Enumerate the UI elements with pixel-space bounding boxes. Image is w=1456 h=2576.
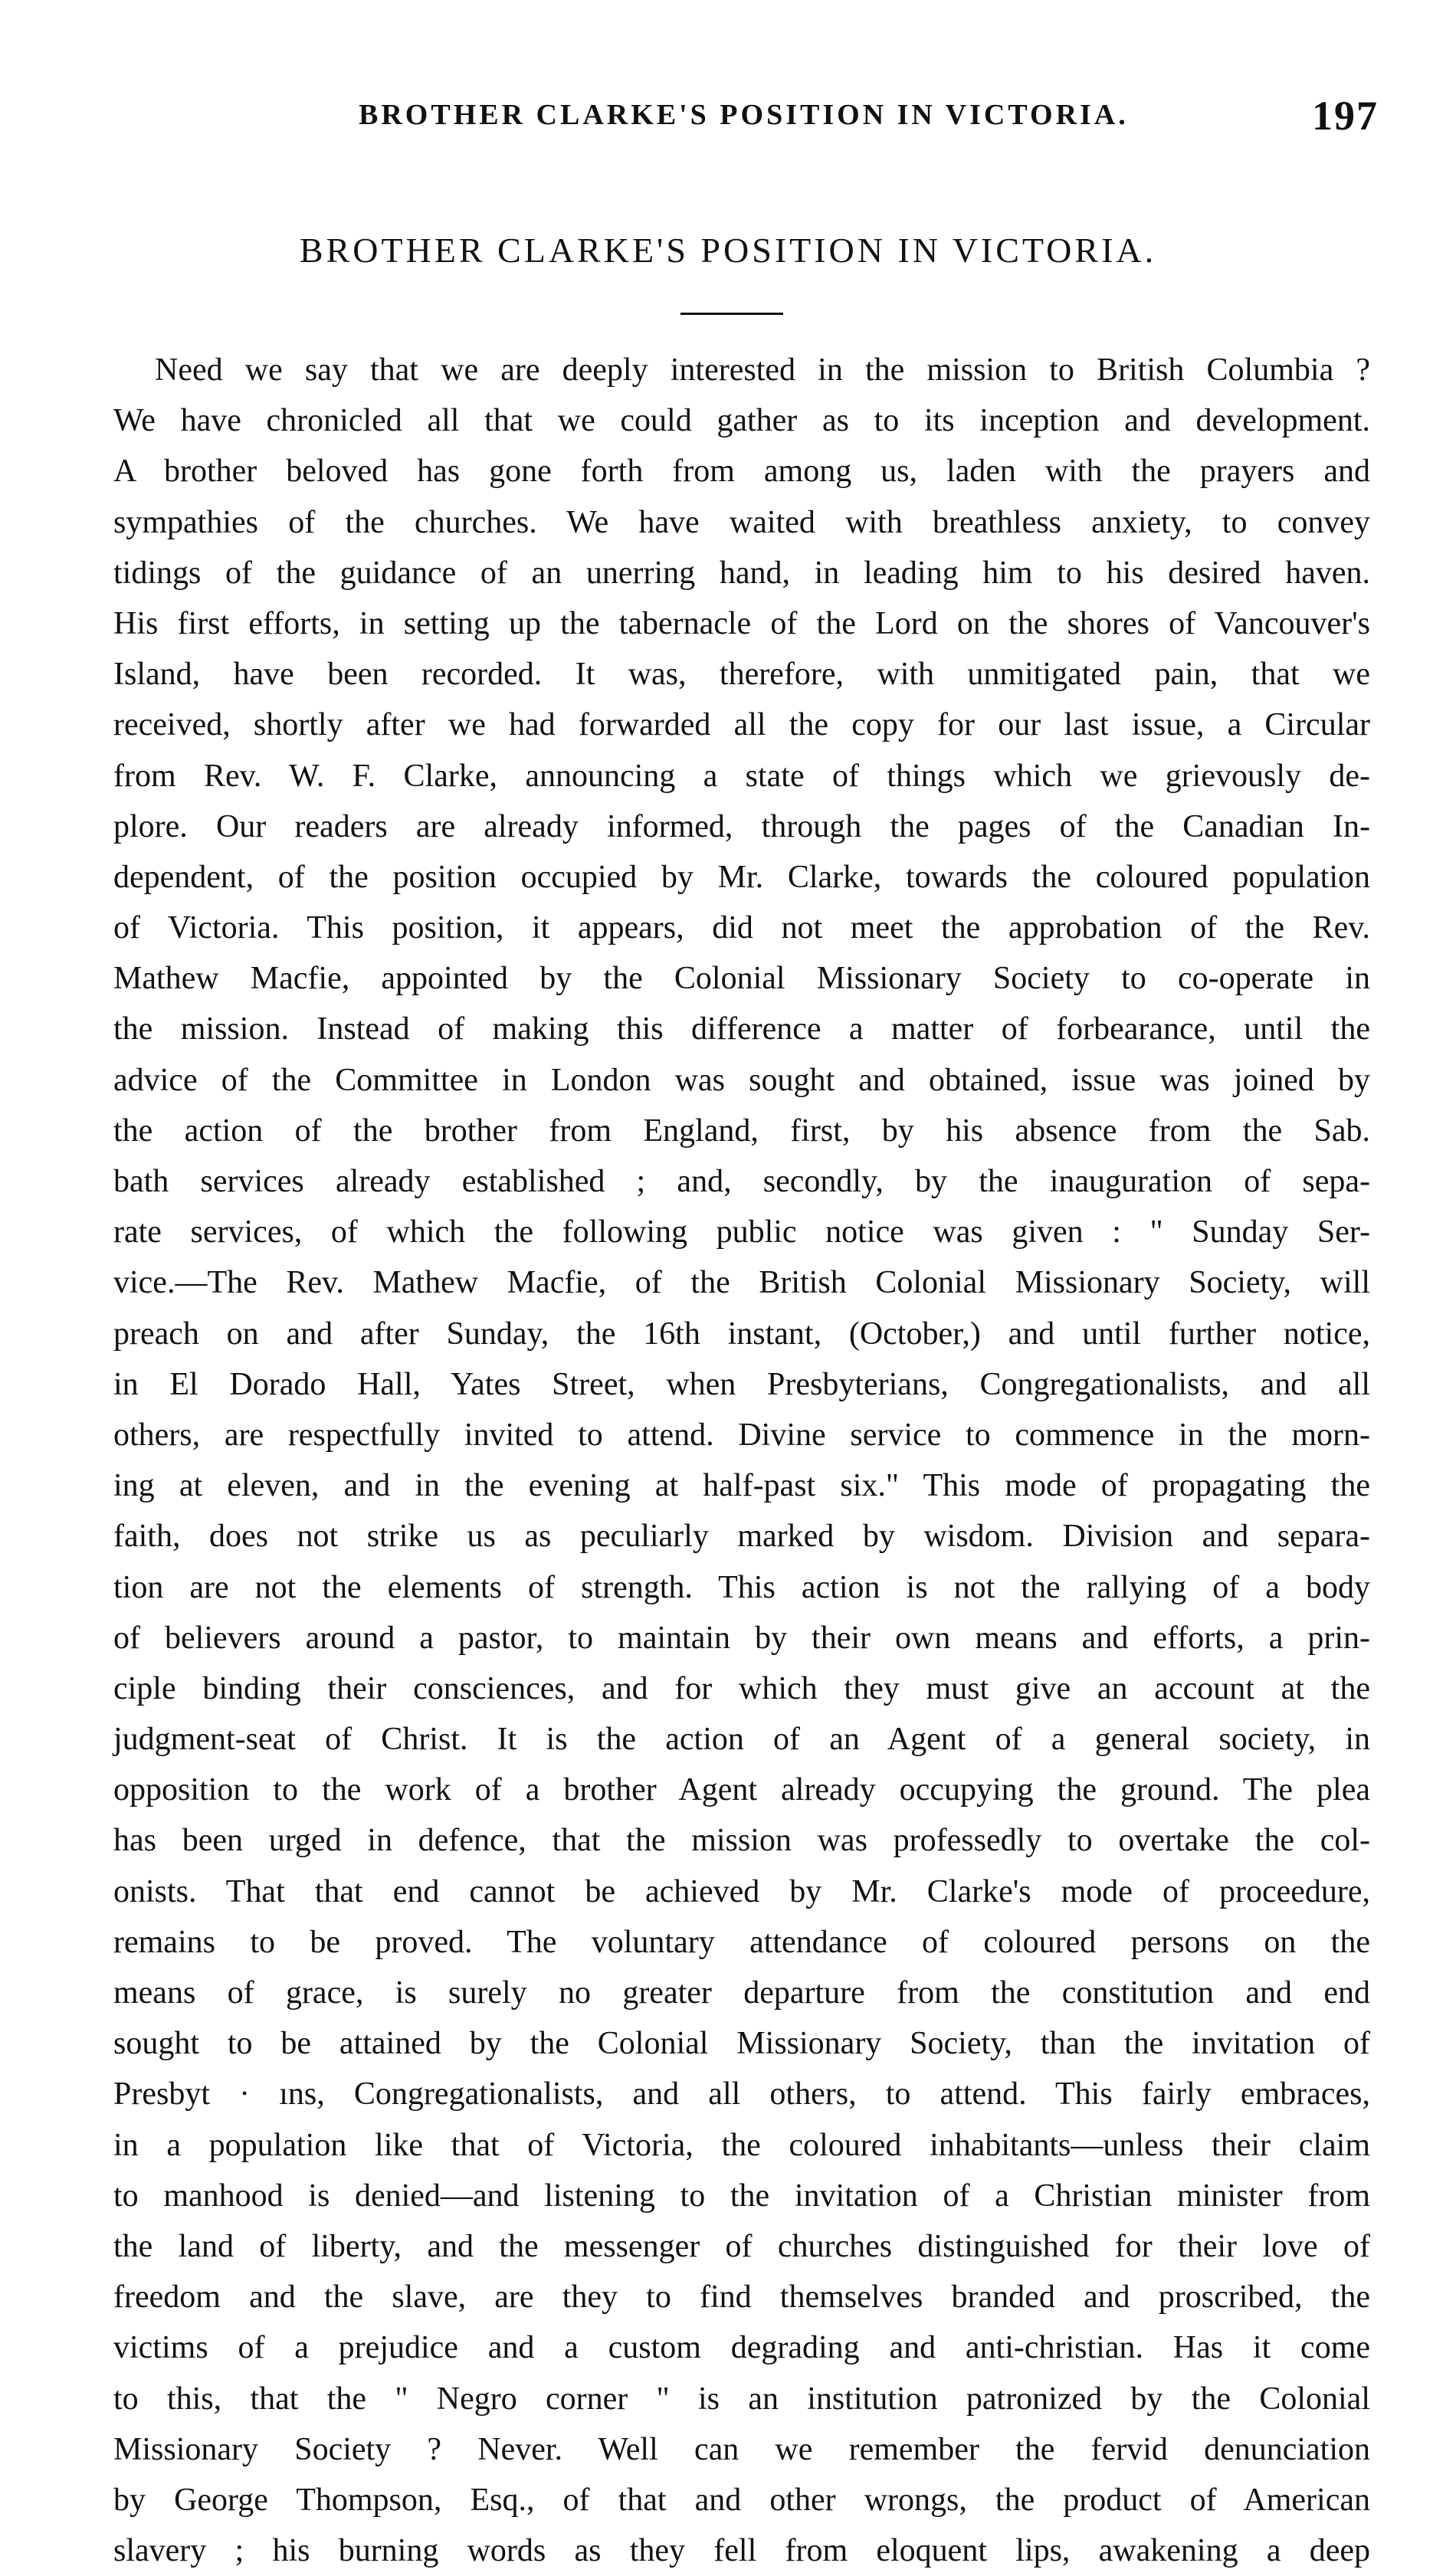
text-line: of believers around a pastor, to maintain by their own means and efforts, a prin-	[113, 1620, 1370, 1656]
text-line: in El Dorado Hall, Yates Street, when Presbyterians, Congregationalists, and all	[113, 1366, 1370, 1402]
text-line: the land of liberty, and the messenger of churches distinguished for their love of	[113, 2228, 1370, 2264]
text-line: dependent, of the position occupied by Mr. Clarke, towards the coloured population	[113, 859, 1370, 895]
text-line: victims of a prejudice and a custom degrading and anti-christian. Has it come	[113, 2330, 1370, 2366]
text-line: opposition to the work of a brother Agent already occupying the ground. The plea	[113, 1772, 1370, 1808]
text-line: from Rev. W. F. Clarke, announcing a state of things which we grievously de-	[113, 758, 1370, 794]
text-line: to manhood is denied—and listening to the invitation of a Christian minister from	[113, 2178, 1370, 2214]
text-line: judgment-seat of Christ. It is the action of an Agent of a general society, in	[113, 1722, 1370, 1758]
text-line: advice of the Committee in London was sought and obtained, issue was joined by	[113, 1062, 1370, 1098]
text-line: has been urged in defence, that the mission was professedly to overtake the col-	[113, 1823, 1370, 1859]
text-line: His first efforts, in setting up the tabernacle of the Lord on the shores of Vancouver's	[113, 605, 1370, 641]
text-line: to this, that the " Negro corner " is an institution patronized by the Colonial	[113, 2381, 1370, 2417]
text-line: faith, does not strike us as peculiarly marked by wisdom. Division and separa-	[113, 1519, 1370, 1555]
text-line: the action of the brother from England, first, by his absence from the Sab.	[113, 1113, 1370, 1149]
text-line: in a population like that of Victoria, the coloured inhabitants—unless their claim	[113, 2127, 1370, 2163]
text-line: preach on and after Sunday, the 16th instant, (October,) and until further notice,	[113, 1316, 1370, 1352]
running-head: BROTHER CLARKE'S POSITION IN VICTORIA.	[359, 99, 1129, 131]
text-line: others, are respectfully invited to attend. Divine service to commence in the morn-	[113, 1417, 1370, 1453]
text-line: tidings of the guidance of an unerring hand, in leading him to his desired haven.	[113, 555, 1370, 591]
text-line: remains to be proved. The voluntary attendance of coloured persons on the	[113, 1924, 1370, 1960]
text-line: sympathies of the churches. We have waited with breathless anxiety, to convey	[113, 504, 1370, 540]
text-line: We have chronicled all that we could gather as to its inception and development.	[113, 403, 1370, 439]
text-line: Missionary Society ? Never. Well can we remember the fervid denunciation	[113, 2431, 1370, 2467]
text-line: Need we say that we are deeply interested in the mission to British Columbia ?	[155, 352, 1370, 388]
text-line: sought to be attained by the Colonial Missionary Society, than the invitation of	[113, 2026, 1370, 2062]
text-line: onists. That that end cannot be achieved by Mr. Clarke's mode of proceedure,	[113, 1873, 1370, 1909]
text-line: means of grace, is surely no greater departure from the constitution and end	[113, 1975, 1370, 2011]
text-line: Presbyt · ıns, Congregationalists, and all others, to attend. This fairly embraces,	[113, 2076, 1370, 2112]
title-rule	[680, 313, 783, 315]
text-line: received, shortly after we had forwarded all the copy for our last issue, a Circular	[113, 707, 1370, 743]
text-line: ing at eleven, and in the evening at half-past six." This mode of propagating the	[113, 1468, 1370, 1504]
article-body	[113, 345, 1370, 2576]
text-line: tion are not the elements of strength. This action is not the rallying of a body	[113, 1569, 1370, 1605]
text-line: Island, have been recorded. It was, therefore, with unmitigated pain, that we	[113, 657, 1370, 693]
text-line: Mathew Macfie, appointed by the Colonial Missionary Society to co-operate in	[113, 961, 1370, 997]
text-line: vice.—The Rev. Mathew Macfie, of the British Colonial Missionary Society, will	[113, 1265, 1370, 1301]
page-number: 197	[1312, 93, 1379, 139]
text-line: by George Thompson, Esq., of that and other wrongs, the product of American	[113, 2482, 1370, 2518]
text-line: ciple binding their consciences, and for which they must give an account at the	[113, 1670, 1370, 1706]
text-line: bath services already established ; and, secondly, by the inauguration of sepa-	[113, 1164, 1370, 1199]
article-title: BROTHER CLARKE'S POSITION IN VICTORIA.	[299, 231, 1157, 270]
text-line: plore. Our readers are already informed, through the pages of the Canadian In-	[113, 808, 1370, 844]
text-line: rate services, of which the following public notice was given : " Sunday Ser-	[113, 1214, 1370, 1250]
text-line: the mission. Instead of making this difference a matter of forbearance, until the	[113, 1011, 1370, 1047]
text-line: freedom and the slave, are they to find themselves branded and proscribed, the	[113, 2279, 1370, 2315]
text-line: slavery ; his burning words as they fell from eloquent lips, awakening a deep	[113, 2533, 1370, 2569]
text-line: A brother beloved has gone forth from among us, laden with the prayers and	[113, 454, 1370, 490]
text-line: of Victoria. This position, it appears, did not meet the approbation of the Rev.	[113, 910, 1370, 946]
